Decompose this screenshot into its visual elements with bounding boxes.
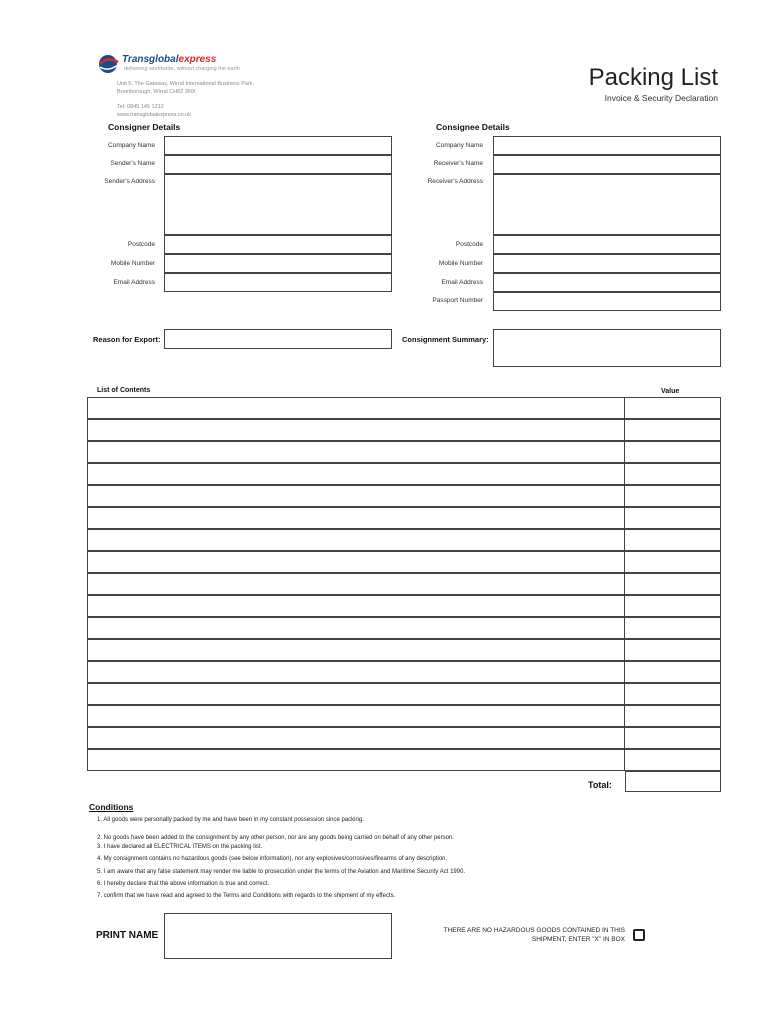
- consignee-postcode-label: Postcode: [455, 241, 483, 248]
- consignee-mobile-label: Mobile Number: [438, 260, 483, 267]
- content-value-input[interactable]: [625, 639, 721, 661]
- content-value-input[interactable]: [625, 595, 721, 617]
- content-value-input[interactable]: [625, 463, 721, 485]
- condition-item: 4. My consignment contains no hazardous goods (see below information), nor any explosives/corrosives/firearms of any description.: [97, 856, 448, 862]
- phone: Tel: 0845 145 1212: [117, 104, 164, 110]
- consignment-summary-input[interactable]: [493, 329, 721, 367]
- total-label: Total:: [588, 780, 612, 790]
- consignee-company-label: Company Name: [436, 142, 483, 149]
- content-description-input[interactable]: [87, 617, 625, 639]
- content-description-input[interactable]: [87, 749, 625, 771]
- content-description-input[interactable]: [87, 595, 625, 617]
- content-description-input[interactable]: [87, 507, 625, 529]
- content-description-input[interactable]: [87, 419, 625, 441]
- conditions-heading: Conditions: [89, 802, 134, 812]
- reason-for-export-input[interactable]: [164, 329, 392, 349]
- globe-logo-icon: [96, 52, 122, 76]
- consigner-email-label: Email Address: [113, 279, 155, 286]
- table-row: [87, 661, 721, 683]
- condition-item: 3. I have declared all ELECTRICAL ITEMS on the packing list.: [97, 844, 263, 850]
- content-value-input[interactable]: [625, 419, 721, 441]
- content-description-input[interactable]: [87, 529, 625, 551]
- table-row: [87, 463, 721, 485]
- content-value-input[interactable]: [625, 617, 721, 639]
- brand-name: Transglobalexpress: [122, 54, 217, 65]
- consignee-email-input[interactable]: [493, 273, 721, 292]
- consignee-mobile-input[interactable]: [493, 254, 721, 273]
- consignee-company-input[interactable]: [493, 136, 721, 155]
- consignee-passport-label: Passport Number: [432, 297, 483, 304]
- table-row: [87, 727, 721, 749]
- table-row: [87, 705, 721, 727]
- condition-item: 6. I hereby declare that the above information is true and correct.: [97, 881, 270, 887]
- condition-item: 1. All goods were personally packed by me and have been in my constant possession since packing.: [97, 817, 364, 823]
- value-heading: Value: [661, 388, 680, 395]
- table-row: [87, 573, 721, 595]
- table-row: [87, 397, 721, 419]
- consignment-summary-label: Consignment Summary:: [402, 335, 489, 344]
- consigner-sender-name-input[interactable]: [164, 155, 392, 174]
- consigner-mobile-input[interactable]: [164, 254, 392, 273]
- table-row: [87, 529, 721, 551]
- table-row: [87, 595, 721, 617]
- page-subtitle: Invoice & Security Declaration: [604, 93, 718, 103]
- content-value-input[interactable]: [625, 573, 721, 595]
- consigner-email-input[interactable]: [164, 273, 392, 292]
- table-row: [87, 419, 721, 441]
- content-description-input[interactable]: [87, 441, 625, 463]
- page-title: Packing List: [588, 64, 718, 91]
- content-description-input[interactable]: [87, 485, 625, 507]
- address-line-1: Unit 5, The Gateway, Wirral International Business Park,: [117, 81, 255, 87]
- content-value-input[interactable]: [625, 485, 721, 507]
- table-row: [87, 683, 721, 705]
- content-description-input[interactable]: [87, 397, 625, 419]
- content-value-input[interactable]: [625, 705, 721, 727]
- consigner-address-input[interactable]: [164, 174, 392, 235]
- condition-item: 7. confirm that we have read and agreed to the Terms and Conditions with regards to the shipment of my effects.: [97, 893, 396, 899]
- table-row: [87, 441, 721, 463]
- consignee-address-input[interactable]: [493, 174, 721, 235]
- consigner-company-input[interactable]: [164, 136, 392, 155]
- content-description-input[interactable]: [87, 661, 625, 683]
- website: www.transglobalexpress.co.uk: [117, 112, 191, 118]
- content-value-input[interactable]: [625, 749, 721, 771]
- content-value-input[interactable]: [625, 397, 721, 419]
- consigner-company-label: Company Name: [108, 142, 155, 149]
- brand-tagline: delivering worldwide, without charging the earth: [124, 66, 240, 72]
- consignee-email-label: Email Address: [441, 279, 483, 286]
- consigner-postcode-input[interactable]: [164, 235, 392, 254]
- content-description-input[interactable]: [87, 463, 625, 485]
- no-hazardous-goods-checkbox[interactable]: [633, 929, 645, 941]
- consignee-address-label: Receiver's Address: [427, 178, 483, 185]
- consignee-postcode-input[interactable]: [493, 235, 721, 254]
- consigner-sender-name-label: Sender's Name: [110, 160, 155, 167]
- content-value-input[interactable]: [625, 507, 721, 529]
- content-value-input[interactable]: [625, 661, 721, 683]
- consigner-postcode-label: Postcode: [127, 241, 155, 248]
- consignee-heading: Consignee Details: [436, 122, 510, 132]
- content-value-input[interactable]: [625, 441, 721, 463]
- condition-item: 2. No goods have been added to the consignment by any other person, nor are any goods being carried on behalf of any other person.: [97, 835, 454, 841]
- consignee-receiver-name-input[interactable]: [493, 155, 721, 174]
- content-description-input[interactable]: [87, 639, 625, 661]
- table-row: [87, 507, 721, 529]
- table-row: [87, 639, 721, 661]
- print-name-input[interactable]: [164, 913, 392, 959]
- table-row: [87, 749, 721, 771]
- content-value-input[interactable]: [625, 551, 721, 573]
- content-description-input[interactable]: [87, 551, 625, 573]
- content-value-input[interactable]: [625, 529, 721, 551]
- table-row: [87, 485, 721, 507]
- list-of-contents-heading: List of Contents: [97, 387, 151, 394]
- content-description-input[interactable]: [87, 683, 625, 705]
- consignee-receiver-name-label: Receiver's Name: [433, 160, 483, 167]
- content-value-input[interactable]: [625, 727, 721, 749]
- total-value-input[interactable]: [625, 771, 721, 792]
- consigner-heading: Consigner Details: [108, 122, 181, 132]
- content-description-input[interactable]: [87, 705, 625, 727]
- address-line-2: Bromborough, Wirral CH62 3NX: [117, 89, 196, 95]
- table-row: [87, 617, 721, 639]
- hazard-line-2: SHIPMENT, ENTER "X" IN BOX: [531, 936, 625, 943]
- print-name-label: PRINT NAME: [96, 930, 159, 941]
- table-row: [87, 551, 721, 573]
- consigner-mobile-label: Mobile Number: [110, 260, 155, 267]
- content-value-input[interactable]: [625, 683, 721, 705]
- content-description-input[interactable]: [87, 573, 625, 595]
- content-description-input[interactable]: [87, 727, 625, 749]
- hazard-declaration-text: [400, 926, 625, 944]
- hazard-line-1: THERE ARE NO HAZARDOUS GOODS CONTAINED IN THIS: [443, 927, 625, 934]
- reason-for-export-label: Reason for Export:: [93, 335, 161, 344]
- consignee-passport-input[interactable]: [493, 292, 721, 311]
- consigner-address-label: Sender's Address: [104, 178, 155, 185]
- condition-item: 5. I am aware that any false statement may render me liable to prosecution under the terms of the Aviation and Maritime Security Act 1990.: [97, 869, 466, 875]
